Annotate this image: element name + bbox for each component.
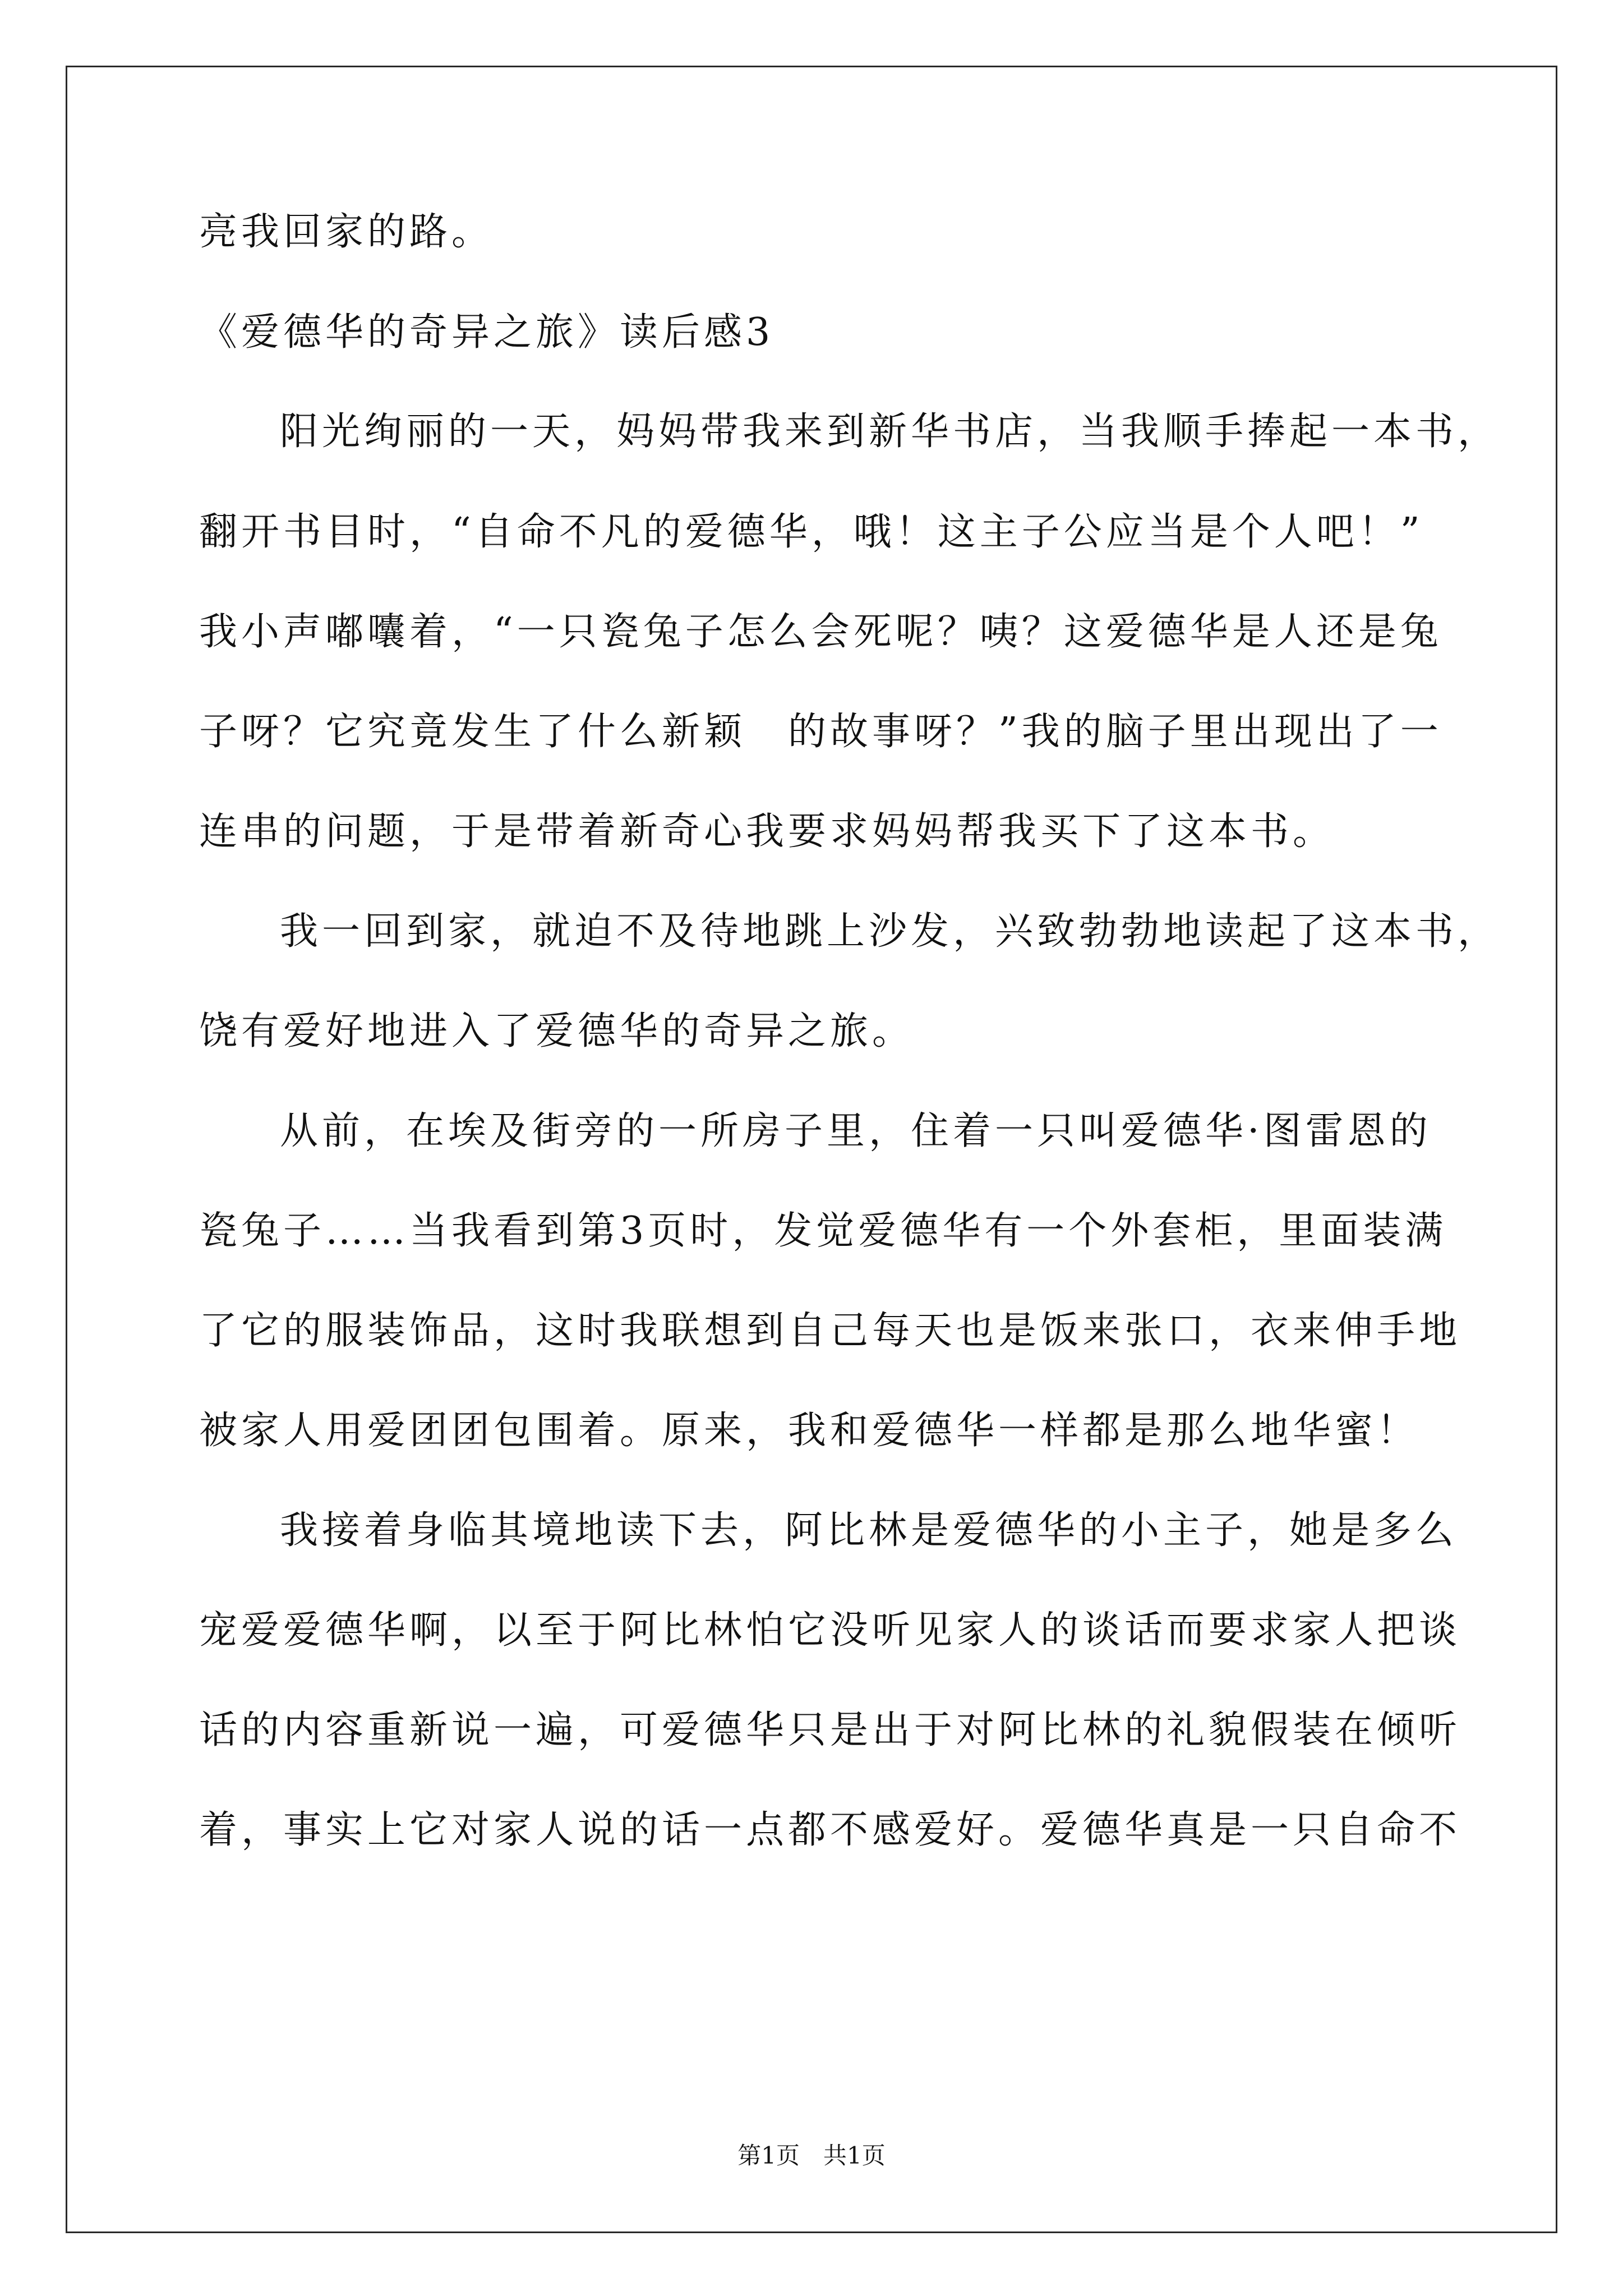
paragraph-line: 我一回到家，就迫不及待地跳上沙发，兴致勃勃地读起了这本书， [280, 909, 1500, 954]
paragraph-line: 着，事实上它对家人说的话一点都不感爱好。爱德华真是一只自命不 [199, 1808, 1461, 1852]
paragraph-line: 从前，在埃及街旁的一所房子里，住着一只叫爱德华·图雷恩的 [280, 1109, 1432, 1153]
paragraph-line: 饶有爱好地进入了爱德华的奇异之旅。 [199, 1009, 915, 1053]
text-line: 亮我回家的路。 [199, 210, 494, 254]
essay-title: 《爱德华的奇异之旅》读后感3 [199, 310, 774, 355]
paragraph-line: 话的内容重新说一遍，可爱德华只是出于对阿比林的礼貌假装在倾听 [199, 1708, 1461, 1752]
paragraph-line: 我小声嘟囔着，“一只瓷兔子怎么会死呢？咦？这爱德华是人还是兔 [199, 610, 1442, 654]
paragraph-line: 翻开书目时，“自命不凡的爱德华，哦！这主子公应当是个人吧！” [199, 510, 1424, 554]
paragraph-line: 连串的问题，于是带着新奇心我要求妈妈帮我买下了这本书。 [199, 809, 1335, 854]
paragraph-line: 了它的服装饰品，这时我联想到自己每天也是饭来张口，衣来伸手地 [199, 1309, 1461, 1353]
paragraph-line: 子呀？它究竟发生了什么新颖 的故事呀？”我的脑子里出现出了一 [199, 710, 1442, 754]
page-footer: 第1页 共1页 [737, 2142, 886, 2169]
paragraph-line: 被家人用爱团团包围着。原来，我和爱德华一样都是那么地华蜜！ [199, 1409, 1419, 1453]
paragraph-line: 我接着身临其境地读下去，阿比林是爱德华的小主子，她是多么 [280, 1508, 1458, 1553]
paragraph-line: 阳光绚丽的一天，妈妈带我来到新华书店，当我顺手捧起一本书， [280, 409, 1500, 454]
paragraph-line: 瓷兔子……当我看到第3页时，发觉爱德华有一个外套柜，里面装满 [199, 1209, 1447, 1253]
paragraph-line: 宠爱爱德华啊，以至于阿比林怕它没听见家人的谈话而要求家人把谈 [199, 1608, 1461, 1653]
